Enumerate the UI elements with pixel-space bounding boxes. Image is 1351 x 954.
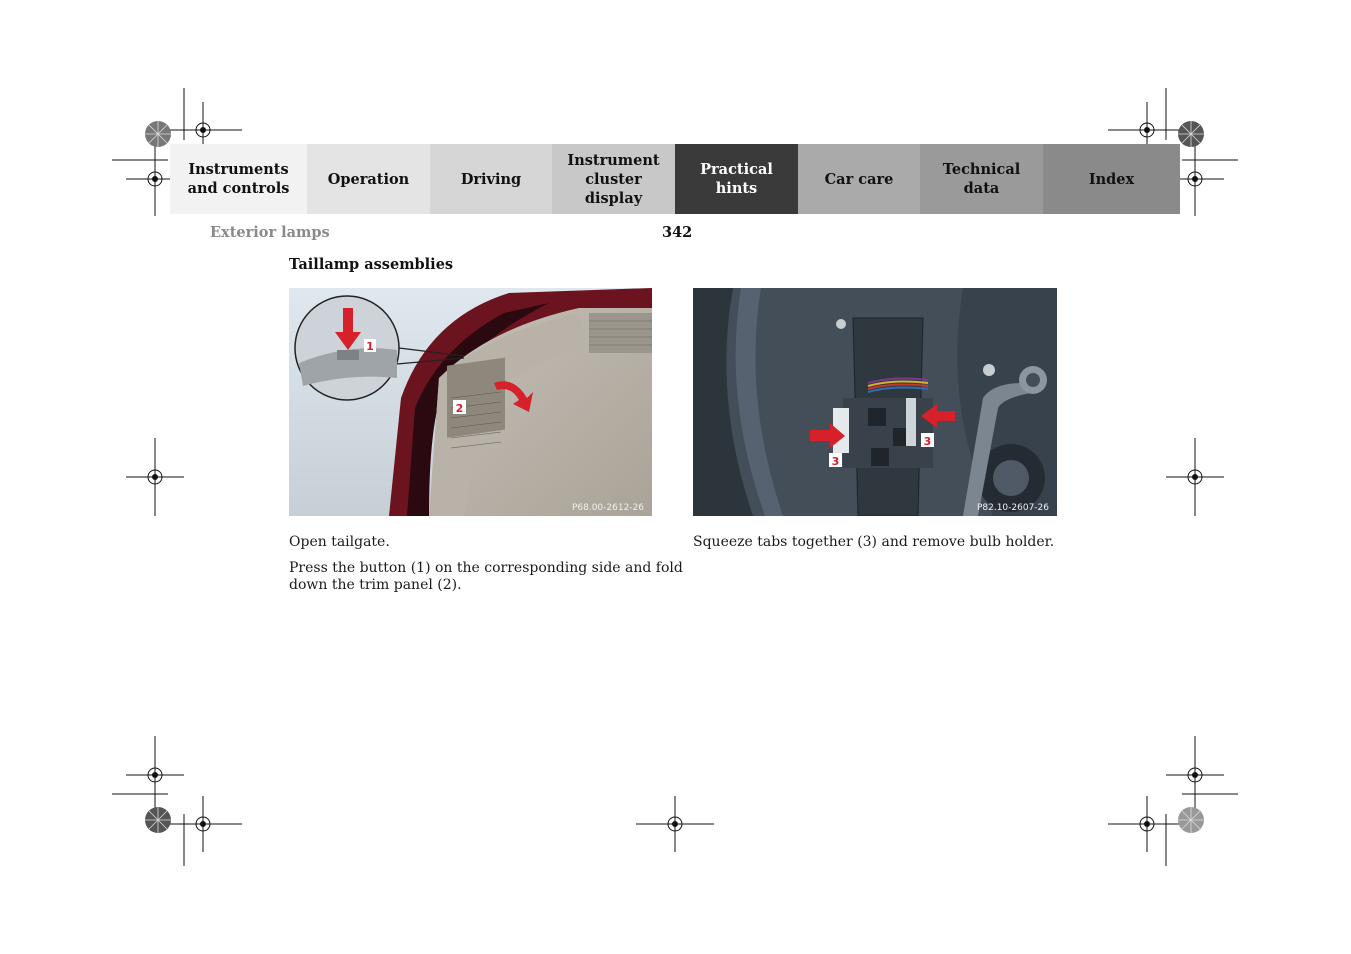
callout-3-left: 3: [831, 455, 840, 468]
chapter-nav: [170, 144, 1180, 214]
tab-instruments-and-controls[interactable]: [170, 144, 307, 214]
figure-bulb-holder: [693, 288, 1057, 516]
figure-code: P82.10-2607-26: [976, 503, 1049, 513]
tab-label: cluster display: [584, 170, 643, 207]
tab-label: Car care: [824, 170, 894, 188]
tab-driving[interactable]: [430, 144, 552, 214]
figure-tailgate-trim-panel: [289, 288, 652, 516]
step-open-tailgate: Open tailgate.: [289, 534, 390, 550]
step-press-button-line1: Press the button (1) on the corresponding side and fold: [289, 560, 683, 576]
tab-car-care[interactable]: [798, 144, 920, 214]
tab-practical-hints[interactable]: [675, 144, 798, 214]
tab-label: Instrument: [567, 151, 660, 169]
callout-2: 2: [455, 402, 464, 415]
tab-label: data: [963, 180, 1000, 197]
tab-index[interactable]: [1043, 144, 1180, 214]
tab-technical-data[interactable]: [920, 144, 1043, 214]
tab-operation[interactable]: [307, 144, 430, 214]
tab-label: Operation: [327, 170, 410, 188]
section-title: Exterior lamps: [210, 224, 330, 241]
tailgate-illustration: [289, 288, 652, 516]
step-squeeze-tabs: Squeeze tabs together (3) and remove bulb holder.: [693, 534, 1055, 550]
bulb-holder-illustration: [693, 288, 1057, 516]
callout-1: 1: [366, 340, 374, 353]
tab-label: Driving: [460, 170, 522, 188]
page-number: 342: [662, 224, 693, 241]
page-heading: Taillamp assemblies: [289, 256, 454, 273]
tab-label: Instruments: [188, 161, 289, 178]
tab-label: Index: [1088, 170, 1135, 188]
callout-3-right: 3: [923, 435, 932, 448]
step-press-button-line2: down the trim panel (2).: [289, 577, 462, 593]
tab-label: Technical: [942, 161, 1021, 178]
tab-instrument-cluster-display[interactable]: [552, 144, 675, 214]
tab-label: and controls: [187, 180, 290, 197]
tab-label: Practical hints: [700, 161, 773, 197]
figure-code: P68.00-2612-26: [571, 503, 644, 513]
